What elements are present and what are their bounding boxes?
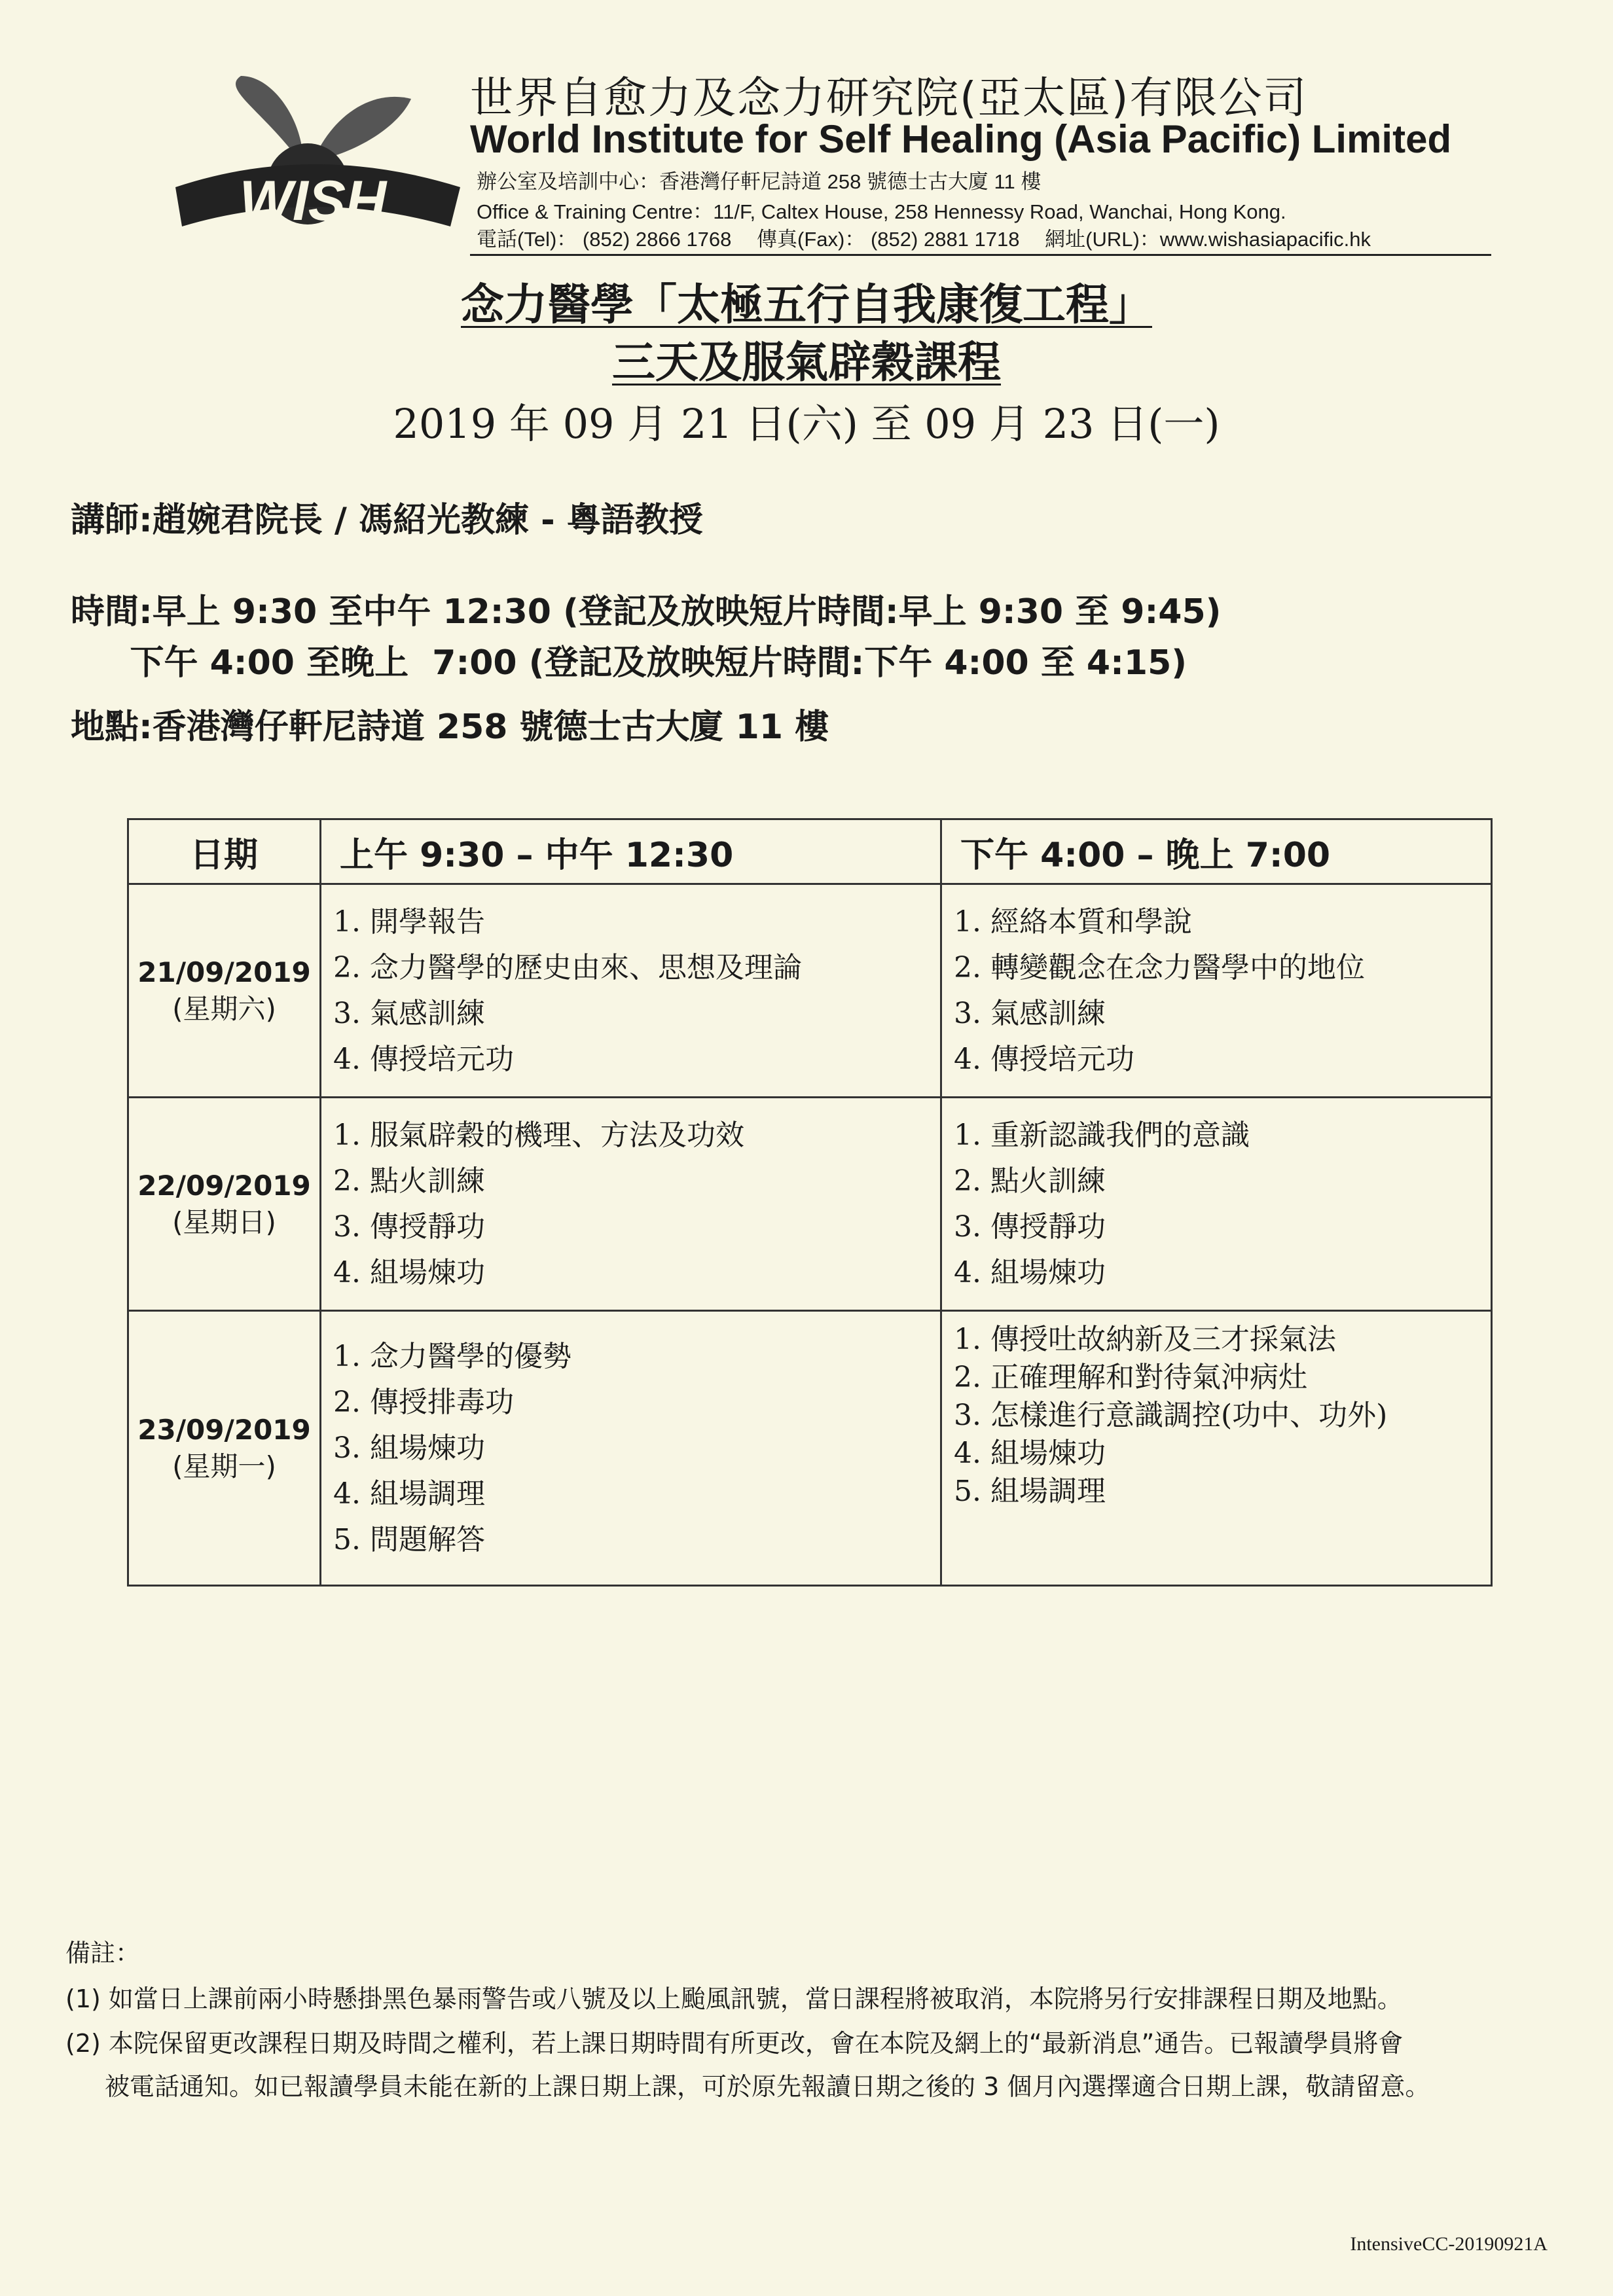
time-line-1: 時間:早上 9:30 至中午 12:30 (登記及放映短片時間:早上 9:30 至 9:45)	[71, 592, 1222, 632]
list-item: 5. 問題解答	[370, 1517, 920, 1563]
list-item: 2. 正確理解和對待氣沖病灶	[990, 1359, 1471, 1397]
table-header-row	[128, 819, 1492, 884]
org-name-cn: 世界自愈力及念力研究院(亞太區)有限公司	[470, 73, 1308, 123]
course-dates: 2019 年 09 月 21 日(六) 至 09 月 23 日(一)	[393, 400, 1220, 448]
header-am: 上午 9:30 – 中午 12:30	[321, 819, 941, 884]
pm-session	[941, 884, 1492, 1098]
list-item: 1. 開學報告	[370, 899, 920, 945]
list-item: 1. 重新認識我們的意識	[990, 1113, 1471, 1158]
tel: 電話(Tel)： (852) 2866 1768	[477, 228, 732, 251]
list-item: 2. 點火訓練	[370, 1158, 920, 1204]
list-item: 4. 傳授培元功	[370, 1037, 920, 1083]
schedule-table	[127, 818, 1493, 1587]
instructor-line: 講師:趙婉君院長 / 馮紹光教練 - 粵語教授	[71, 501, 703, 540]
date: 22/09/2019	[137, 1169, 311, 1202]
org-name-en: World Institute for Self Healing (Asia Pacific) Limited	[470, 117, 1452, 161]
list-item: 4. 組場調理	[370, 1471, 920, 1517]
list-item: 5. 組場調理	[990, 1473, 1471, 1511]
table-row	[128, 1098, 1492, 1311]
list-item: 2. 傳授排毒功	[370, 1380, 920, 1426]
list-item: 2. 轉變觀念在念力醫學中的地位	[990, 945, 1471, 991]
list-item: 2. 點火訓練	[990, 1158, 1471, 1204]
date: 23/09/2019	[137, 1413, 311, 1446]
header-date: 日期	[128, 819, 321, 884]
fax: 傳真(Fax)： (852) 2881 1718	[757, 228, 1020, 251]
list-item: 3. 氣感訓練	[990, 991, 1471, 1037]
list-item: 1. 念力醫學的優勢	[370, 1334, 920, 1380]
list-item: 3. 傳授靜功	[990, 1204, 1471, 1250]
list-item: 4. 組場煉功	[990, 1435, 1471, 1473]
am-session	[321, 1098, 941, 1311]
note-1: (1) 如當日上課前兩小時懸掛黑色暴雨警告或八號及以上颱風訊號，當日課程將被取消，本院將另行安排課程日期及地點。	[65, 1984, 1402, 2013]
notes-heading: 備註：	[65, 1939, 141, 1967]
time-line-2: 下午 4:00 至晚上 7:00 (登記及放映短片時間:下午 4:00 至 4:15)	[71, 643, 1187, 683]
list-item: 3. 傳授靜功	[370, 1204, 920, 1250]
table-row	[128, 884, 1492, 1098]
wish-logo	[162, 63, 470, 240]
course-title: 念力醫學「太極五行自我康復工程」	[461, 279, 1152, 330]
list-item: 1. 經絡本質和學說	[990, 899, 1471, 945]
address-cn: 辦公室及培訓中心：香港灣仔軒尼詩道 258 號德士古大廈 11 樓	[477, 170, 1042, 193]
date: 21/09/2019	[137, 956, 311, 988]
date-cell	[128, 884, 321, 1098]
venue-line: 地點:香港灣仔軒尼詩道 258 號德士古大廈 11 樓	[71, 708, 829, 747]
weekday: (星期六)	[172, 992, 276, 1025]
header-pm: 下午 4:00 – 晚上 7:00	[941, 819, 1492, 884]
url: 網址(URL)：www.wishasiapacific.hk	[1045, 228, 1371, 251]
note-2-line-2: 被電話通知。如已報讀學員未能在新的上課日期上課，可於原先報讀日期之後的 3 個月內選擇適合日期上課，敬請留意。	[105, 2072, 1430, 2101]
am-session	[321, 1311, 941, 1586]
document-code: IntensiveCC-20190921A	[1350, 2233, 1548, 2255]
list-item: 2. 念力醫學的歷史由來、思想及理論	[370, 945, 920, 991]
date-cell	[128, 1311, 321, 1586]
weekday: (星期日)	[172, 1206, 276, 1238]
list-item: 4. 組場煉功	[370, 1250, 920, 1296]
list-item: 3. 氣感訓練	[370, 991, 920, 1037]
course-subtitle: 三天及服氣辟穀課程	[612, 336, 1001, 387]
date-cell	[128, 1098, 321, 1311]
pm-session	[941, 1311, 1492, 1586]
list-item: 1. 傳授吐故納新及三才採氣法	[990, 1321, 1471, 1359]
contact-line	[477, 223, 1390, 252]
list-item: 1. 服氣辟穀的機理、方法及功效	[370, 1113, 920, 1158]
note-2-line-1: (2) 本院保留更改課程日期及時間之權利，若上課日期時間有所更改，會在本院及網上的“最新消息”通告。已報讀學員將會	[65, 2029, 1404, 2058]
pm-session	[941, 1098, 1492, 1311]
list-item: 4. 傳授培元功	[990, 1037, 1471, 1083]
am-session	[321, 884, 941, 1098]
address-en: Office & Training Centre：11/F, Caltex House, 258 Hennessy Road, Wanchai, Hong Kong.	[477, 200, 1286, 223]
svg-text:WISH: WISH	[239, 170, 387, 232]
weekday: (星期一)	[172, 1450, 276, 1482]
table-row	[128, 1311, 1492, 1586]
list-item: 4. 組場煉功	[990, 1250, 1471, 1296]
list-item: 3. 組場煉功	[370, 1426, 920, 1471]
header-divider	[470, 254, 1491, 256]
list-item: 3. 怎樣進行意識調控(功中、功外)	[990, 1397, 1471, 1435]
